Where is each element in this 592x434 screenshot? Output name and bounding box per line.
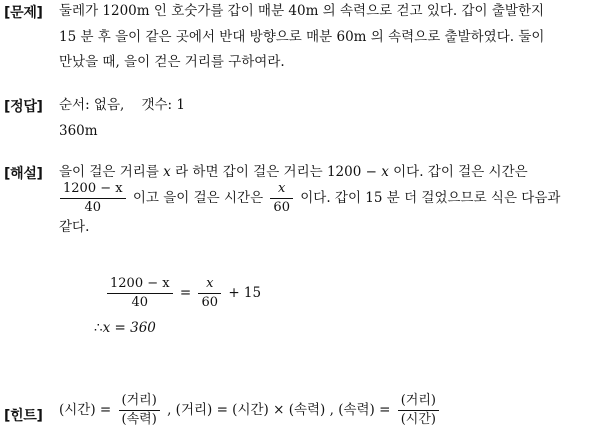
- variable-x: x: [381, 164, 389, 180]
- solution-line-3: 같다.: [59, 219, 90, 235]
- hint-term: (시간) =: [59, 402, 112, 418]
- equals-sign: =: [179, 285, 192, 301]
- result-value: x = 360: [102, 320, 156, 336]
- problem-line-3: 만났을 때, 을이 걷은 거리를 구하여라.: [59, 54, 285, 70]
- equation-fraction-right: [198, 276, 221, 311]
- hint-separator: ,: [167, 402, 172, 418]
- solution-line-2: [57, 181, 560, 216]
- fraction-denominator: 60: [273, 200, 290, 215]
- equation: [104, 276, 261, 311]
- therefore-symbol: ∴: [94, 320, 103, 336]
- fraction-numerator: x: [198, 276, 221, 294]
- answer-meta: [59, 96, 185, 114]
- answer-value: 360m: [59, 123, 98, 139]
- solution-text: 이다. 갑이 15 분 더 걸었으므로 식은 다음과: [300, 190, 561, 206]
- variable-x: x: [163, 164, 171, 180]
- hint-label: [힌트]: [4, 408, 43, 424]
- fraction-numerator: 1200 − x: [107, 276, 173, 294]
- answer-count: 갯수: 1: [141, 97, 185, 113]
- fraction-time-gap: [60, 181, 126, 216]
- hint-term: (거리) = (시간) × (속력): [175, 402, 326, 418]
- hint-fraction-speed: [398, 393, 439, 428]
- solution-text: 이고 을이 걸은 시간은: [132, 190, 264, 206]
- fraction-denominator: (속력): [121, 412, 157, 427]
- problem-label: [문제]: [4, 5, 43, 21]
- solution-text: 을이 걸은 거리를: [59, 164, 159, 180]
- fraction-time-eul: [270, 181, 293, 216]
- hint-formulas: [59, 393, 442, 428]
- solution-label: [해설]: [4, 166, 43, 182]
- fraction-numerator: (거리): [119, 393, 160, 411]
- answer-order: 순서: 없음,: [59, 97, 125, 113]
- fraction-numerator: 1200 − x: [60, 181, 126, 199]
- equation-tail: + 15: [228, 285, 262, 301]
- fraction-numerator: (거리): [398, 393, 439, 411]
- equation-fraction-left: [107, 276, 173, 311]
- solution-text: 라 하면 갑이 걸은 거리는 1200 −: [175, 164, 377, 180]
- fraction-denominator: 40: [84, 200, 102, 215]
- hint-term: (속력) =: [338, 402, 391, 418]
- fraction-numerator: x: [270, 181, 293, 199]
- solution-text: 이다. 갑이 걸은 시간은: [393, 164, 528, 180]
- answer-label: [정답]: [4, 99, 43, 115]
- solution-line-1: [59, 163, 528, 181]
- problem-line-2: 15 분 후 을이 같은 곳에서 반대 방향으로 매분 60m 의 속력으로 출발하였다. 둘이: [59, 29, 545, 45]
- fraction-denominator: (시간): [400, 412, 436, 427]
- equation-result: [94, 320, 156, 336]
- hint-separator: ,: [329, 402, 334, 418]
- fraction-denominator: 60: [201, 295, 219, 310]
- problem-line-1: 둘레가 1200m 인 호숫가를 갑이 매분 40m 의 속력으로 걷고 있다. 갑이 출발한지: [59, 3, 545, 19]
- fraction-denominator: 40: [131, 295, 149, 310]
- hint-fraction-time: [119, 393, 160, 428]
